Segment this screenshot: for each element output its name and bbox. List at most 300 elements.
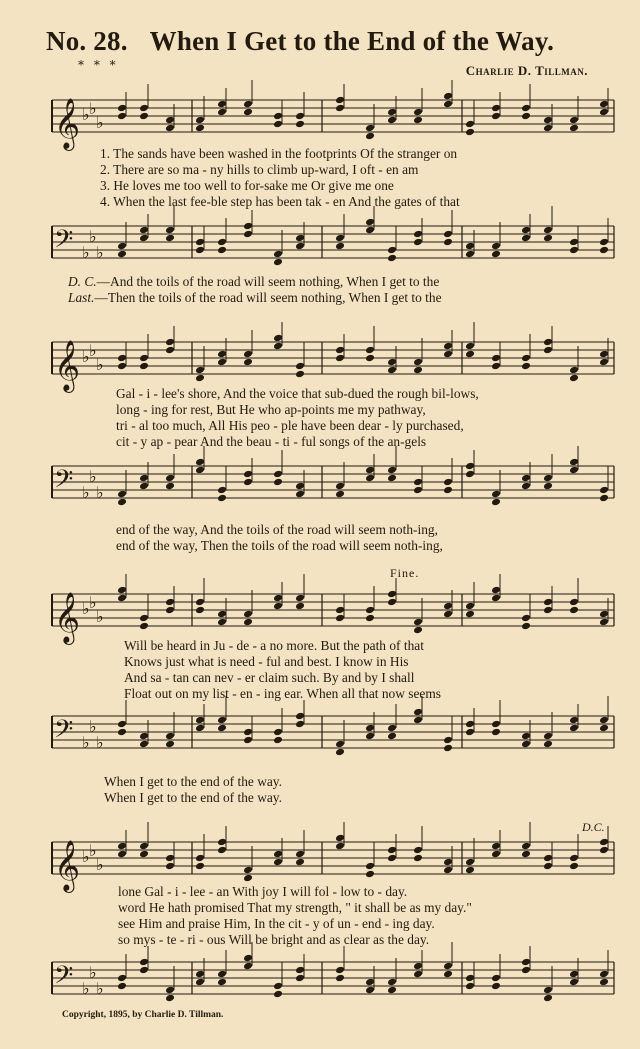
note-head	[569, 970, 579, 979]
note-head	[295, 858, 305, 867]
treble-clef-icon: 𝄞	[54, 840, 81, 891]
flat-icon: ♭	[96, 855, 104, 874]
note-head	[465, 602, 475, 611]
note-head	[217, 358, 227, 367]
note-head	[543, 732, 553, 741]
note-head	[599, 846, 609, 855]
note-head	[295, 482, 305, 491]
note-head	[335, 354, 345, 363]
treble-staff	[0, 582, 640, 642]
note-head	[443, 736, 453, 745]
note-head	[195, 466, 205, 475]
note-head	[569, 374, 579, 383]
note-head	[165, 854, 175, 863]
note-head	[413, 478, 423, 487]
note-head	[217, 108, 227, 117]
note-head	[387, 978, 397, 987]
flat-icon: ♭	[96, 113, 104, 132]
note-head	[465, 250, 475, 259]
note-head	[195, 116, 205, 125]
note-head	[465, 982, 475, 991]
note-head	[387, 254, 397, 263]
note-head	[413, 230, 423, 239]
note-head	[243, 954, 253, 963]
note-head	[413, 486, 423, 495]
note-head	[569, 246, 579, 255]
note-head	[491, 104, 501, 113]
note-head	[195, 978, 205, 987]
note-head	[139, 226, 149, 235]
note-head	[599, 618, 609, 627]
note-head	[139, 112, 149, 121]
note-head	[387, 732, 397, 741]
note-head	[543, 606, 553, 615]
bass-staff	[0, 214, 640, 274]
note-head	[465, 610, 475, 619]
note-head	[139, 354, 149, 363]
flat-icon: ♭	[89, 99, 97, 118]
flat-icon: ♭	[96, 979, 104, 998]
note-head	[365, 978, 375, 987]
note-head	[117, 586, 127, 595]
note-head	[443, 858, 453, 867]
note-head	[443, 602, 453, 611]
chorus-line	[68, 274, 439, 290]
note-head	[273, 258, 283, 267]
hymn-number: No. 28.	[46, 26, 128, 56]
note-head	[139, 842, 149, 851]
note-head	[273, 982, 283, 991]
flat-icon: ♭	[89, 593, 97, 612]
note-head	[217, 724, 227, 733]
copyright-notice: Copyright, 1895, by Charlie D. Tillman.	[62, 1010, 224, 1020]
flat-icon: ♭	[82, 105, 90, 124]
note-head	[543, 124, 553, 133]
note-head	[543, 854, 553, 863]
verse-line: 3. He loves me too well to for-sake me Or give me one	[100, 178, 394, 193]
note-head	[117, 498, 127, 507]
note-head	[599, 978, 609, 987]
composer-credit: Charlie D. Tillman.	[465, 63, 588, 78]
note-head	[599, 100, 609, 109]
note-head	[491, 354, 501, 363]
note-head	[217, 238, 227, 247]
note-head	[195, 606, 205, 615]
note-head	[217, 978, 227, 987]
note-head	[543, 862, 553, 871]
note-head	[521, 112, 531, 121]
note-head	[117, 982, 127, 991]
verse-line: word He hath promised That my strength, " it shall be as my day."	[118, 900, 472, 915]
note-head	[413, 854, 423, 863]
note-head	[413, 116, 423, 125]
note-head	[217, 610, 227, 619]
verse-line: tri - al too much, All His peo - ple have been dear - ly purchased,	[116, 418, 464, 433]
note-head	[335, 740, 345, 749]
note-head	[599, 724, 609, 733]
note-head	[217, 970, 227, 979]
note-head	[295, 112, 305, 121]
note-head	[521, 740, 531, 749]
note-head	[195, 598, 205, 607]
note-head	[413, 716, 423, 725]
note-head	[599, 716, 609, 725]
note-head	[295, 966, 305, 975]
note-head	[243, 478, 253, 487]
note-head	[117, 850, 127, 859]
note-head	[217, 486, 227, 495]
note-head	[295, 720, 305, 729]
note-head	[243, 100, 253, 109]
note-head	[139, 966, 149, 975]
note-head	[491, 728, 501, 737]
note-head	[521, 614, 531, 623]
note-head	[569, 366, 579, 375]
chorus-text: —Then the toils of the road will seem nothing, When I get to the	[94, 290, 442, 305]
note-head	[195, 970, 205, 979]
flat-icon: ♭	[96, 243, 104, 262]
note-head	[543, 740, 553, 749]
note-head	[243, 728, 253, 737]
note-head	[117, 720, 127, 729]
note-head	[195, 366, 205, 375]
verse-line: so mys - te - ri - ous Will be bright and as clear as the day.	[118, 932, 430, 947]
note-head	[491, 982, 501, 991]
note-head	[243, 736, 253, 745]
note-head	[335, 242, 345, 251]
note-head	[543, 338, 553, 347]
note-head	[273, 594, 283, 603]
last-mark: Last.	[68, 290, 95, 305]
da-capo-mark: D. C.	[68, 274, 97, 289]
note-head	[335, 490, 345, 499]
note-head	[387, 466, 397, 475]
note-head	[465, 342, 475, 351]
note-head	[413, 962, 423, 971]
note-head	[273, 858, 283, 867]
note-head	[387, 846, 397, 855]
note-head	[273, 850, 283, 859]
note-head	[443, 486, 453, 495]
note-head	[243, 358, 253, 367]
note-head	[491, 112, 501, 121]
note-head	[491, 490, 501, 499]
note-head	[443, 238, 453, 247]
note-head	[599, 246, 609, 255]
note-head	[465, 866, 475, 875]
note-head	[273, 470, 283, 479]
ornament-stars: * * *	[78, 58, 119, 72]
note-head	[387, 358, 397, 367]
note-head	[387, 598, 397, 607]
note-head	[365, 226, 375, 235]
note-head	[217, 846, 227, 855]
dc-mark: D.C.	[582, 820, 605, 834]
bass-staff	[0, 454, 640, 514]
note-head	[365, 354, 375, 363]
note-head	[443, 92, 453, 101]
note-head	[117, 974, 127, 983]
note-head	[599, 838, 609, 847]
note-head	[387, 724, 397, 733]
note-head	[217, 350, 227, 359]
note-head	[543, 116, 553, 125]
note-head	[413, 618, 423, 627]
note-head	[195, 854, 205, 863]
note-head	[387, 590, 397, 599]
note-head	[387, 108, 397, 117]
note-head	[387, 986, 397, 995]
note-head	[443, 866, 453, 875]
note-head	[543, 234, 553, 243]
verse-line: 1. The sands have been washed in the footprints Of the stranger on	[100, 146, 458, 161]
note-head	[443, 100, 453, 109]
note-head	[521, 732, 531, 741]
note-head	[335, 482, 345, 491]
note-head	[543, 226, 553, 235]
verse-line: Knows just what is need - ful and best. I know in His	[124, 654, 409, 669]
note-head	[165, 862, 175, 871]
note-head	[569, 458, 579, 467]
note-head	[387, 116, 397, 125]
note-head	[599, 238, 609, 247]
note-head	[139, 732, 149, 741]
hymn-title: When I Get to the End of the Way.	[149, 26, 555, 56]
note-head	[295, 850, 305, 859]
note-head	[365, 614, 375, 623]
note-head	[273, 478, 283, 487]
note-head	[295, 712, 305, 721]
note-head	[491, 842, 501, 851]
treble-clef-icon: 𝄞	[54, 340, 81, 391]
note-head	[387, 474, 397, 483]
chorus-line: When I get to the end of the way.	[104, 774, 282, 789]
note-head	[569, 124, 579, 133]
note-head	[465, 728, 475, 737]
note-head	[273, 334, 283, 343]
note-head	[195, 124, 205, 133]
note-head	[491, 242, 501, 251]
note-head	[273, 736, 283, 745]
note-head	[491, 586, 501, 595]
note-head	[139, 474, 149, 483]
note-head	[273, 120, 283, 129]
note-head	[521, 850, 531, 859]
note-head	[295, 120, 305, 129]
note-head	[273, 342, 283, 351]
note-head	[117, 842, 127, 851]
note-head	[387, 246, 397, 255]
note-head	[543, 474, 553, 483]
note-head	[465, 720, 475, 729]
note-head	[413, 238, 423, 247]
note-head	[165, 346, 175, 355]
note-head	[365, 862, 375, 871]
bass-clef-icon: 𝄢	[54, 715, 74, 750]
note-head	[387, 366, 397, 375]
note-head	[569, 466, 579, 475]
note-head	[465, 470, 475, 479]
note-head	[491, 720, 501, 729]
note-head	[335, 96, 345, 105]
note-head	[139, 740, 149, 749]
note-head	[465, 350, 475, 359]
note-head	[365, 986, 375, 995]
note-head	[599, 610, 609, 619]
note-head	[335, 842, 345, 851]
verse-line: long - ing for rest, But He who ap-points me my pathway,	[116, 402, 426, 417]
note-head	[165, 606, 175, 615]
note-head	[491, 498, 501, 507]
note-head	[543, 994, 553, 1003]
note-head	[295, 362, 305, 371]
note-head	[195, 246, 205, 255]
note-head	[295, 234, 305, 243]
note-head	[521, 362, 531, 371]
note-head	[413, 970, 423, 979]
note-head	[165, 226, 175, 235]
note-head	[335, 346, 345, 355]
note-head	[295, 242, 305, 251]
flat-icon: ♭	[89, 841, 97, 860]
note-head	[117, 250, 127, 259]
flat-icon: ♭	[89, 467, 97, 486]
note-head	[569, 854, 579, 863]
note-head	[273, 990, 283, 999]
note-head	[117, 242, 127, 251]
note-head	[599, 494, 609, 503]
note-head	[139, 234, 149, 243]
chorus-line: end of the way, Then the toils of the road will seem noth-ing,	[116, 538, 443, 553]
note-head	[365, 132, 375, 141]
note-head	[521, 958, 531, 967]
flat-icon: ♭	[89, 341, 97, 360]
verse-line: Float out on my list - en - ing ear. When all that now seems	[124, 686, 441, 701]
flat-icon: ♭	[96, 355, 104, 374]
note-head	[443, 744, 453, 753]
note-head	[413, 846, 423, 855]
note-head	[243, 610, 253, 619]
note-head	[443, 970, 453, 979]
note-head	[243, 230, 253, 239]
note-head	[165, 740, 175, 749]
note-head	[195, 458, 205, 467]
note-head	[165, 732, 175, 741]
note-head	[335, 834, 345, 843]
fine-mark: Fine.	[390, 566, 420, 580]
note-head	[599, 970, 609, 979]
bass-staff	[0, 704, 640, 764]
note-head	[243, 618, 253, 627]
note-head	[491, 850, 501, 859]
note-head	[543, 482, 553, 491]
flat-icon: ♭	[82, 347, 90, 366]
verse-line: And sa - tan can nev - er claim such. By and by I shall	[124, 670, 415, 685]
treble-clef-icon: 𝄞	[54, 98, 81, 149]
note-head	[195, 716, 205, 725]
bass-clef-icon: 𝄢	[54, 225, 74, 260]
note-head	[165, 986, 175, 995]
flat-icon: ♭	[89, 963, 97, 982]
note-head	[413, 708, 423, 717]
hymn-heading	[46, 26, 554, 57]
note-head	[195, 374, 205, 383]
note-head	[195, 724, 205, 733]
note-head	[295, 974, 305, 983]
flat-icon: ♭	[89, 717, 97, 736]
note-head	[521, 354, 531, 363]
note-head	[335, 748, 345, 757]
verse-line: Will be heard in Ju - de - a no more. But the path of that	[124, 638, 424, 653]
note-head	[365, 124, 375, 133]
note-head	[413, 358, 423, 367]
note-head	[243, 962, 253, 971]
note-head	[139, 622, 149, 631]
flat-icon: ♭	[96, 483, 104, 502]
note-head	[117, 354, 127, 363]
note-head	[413, 366, 423, 375]
note-head	[569, 724, 579, 733]
note-head	[165, 338, 175, 347]
note-head	[217, 716, 227, 725]
note-head	[335, 234, 345, 243]
note-head	[521, 966, 531, 975]
note-head	[569, 716, 579, 725]
note-head	[243, 222, 253, 231]
note-head	[443, 350, 453, 359]
note-head	[295, 602, 305, 611]
note-head	[599, 486, 609, 495]
note-head	[387, 854, 397, 863]
note-head	[569, 238, 579, 247]
note-head	[521, 474, 531, 483]
note-head	[165, 482, 175, 491]
flat-icon: ♭	[82, 733, 90, 752]
note-head	[365, 732, 375, 741]
verse-line: lone Gal - i - lee - an With joy I will fol - low to - day.	[118, 884, 408, 899]
note-head	[243, 470, 253, 479]
chorus-line: When I get to the end of the way.	[104, 790, 282, 805]
verse-line: Gal - i - lee's shore, And the voice that sub-dued the rough bil-lows,	[116, 386, 479, 401]
note-head	[465, 242, 475, 251]
note-head	[465, 858, 475, 867]
note-head	[443, 230, 453, 239]
note-head	[599, 108, 609, 117]
flat-icon: ♭	[89, 227, 97, 246]
note-head	[243, 350, 253, 359]
note-head	[465, 462, 475, 471]
note-head	[491, 594, 501, 603]
note-head	[273, 602, 283, 611]
note-head	[217, 618, 227, 627]
note-head	[217, 838, 227, 847]
verse-line: 2. There are so ma - ny hills to climb up-ward, I oft - en am	[100, 162, 419, 177]
note-head	[465, 120, 475, 129]
note-head	[243, 874, 253, 883]
flat-icon: ♭	[82, 599, 90, 618]
note-head	[165, 474, 175, 483]
note-head	[139, 104, 149, 113]
note-head	[465, 128, 475, 137]
note-head	[443, 610, 453, 619]
note-head	[335, 104, 345, 113]
note-head	[569, 978, 579, 987]
note-head	[117, 728, 127, 737]
note-head	[599, 358, 609, 367]
note-head	[335, 974, 345, 983]
bass-clef-icon: 𝄢	[54, 465, 74, 500]
note-head	[443, 342, 453, 351]
